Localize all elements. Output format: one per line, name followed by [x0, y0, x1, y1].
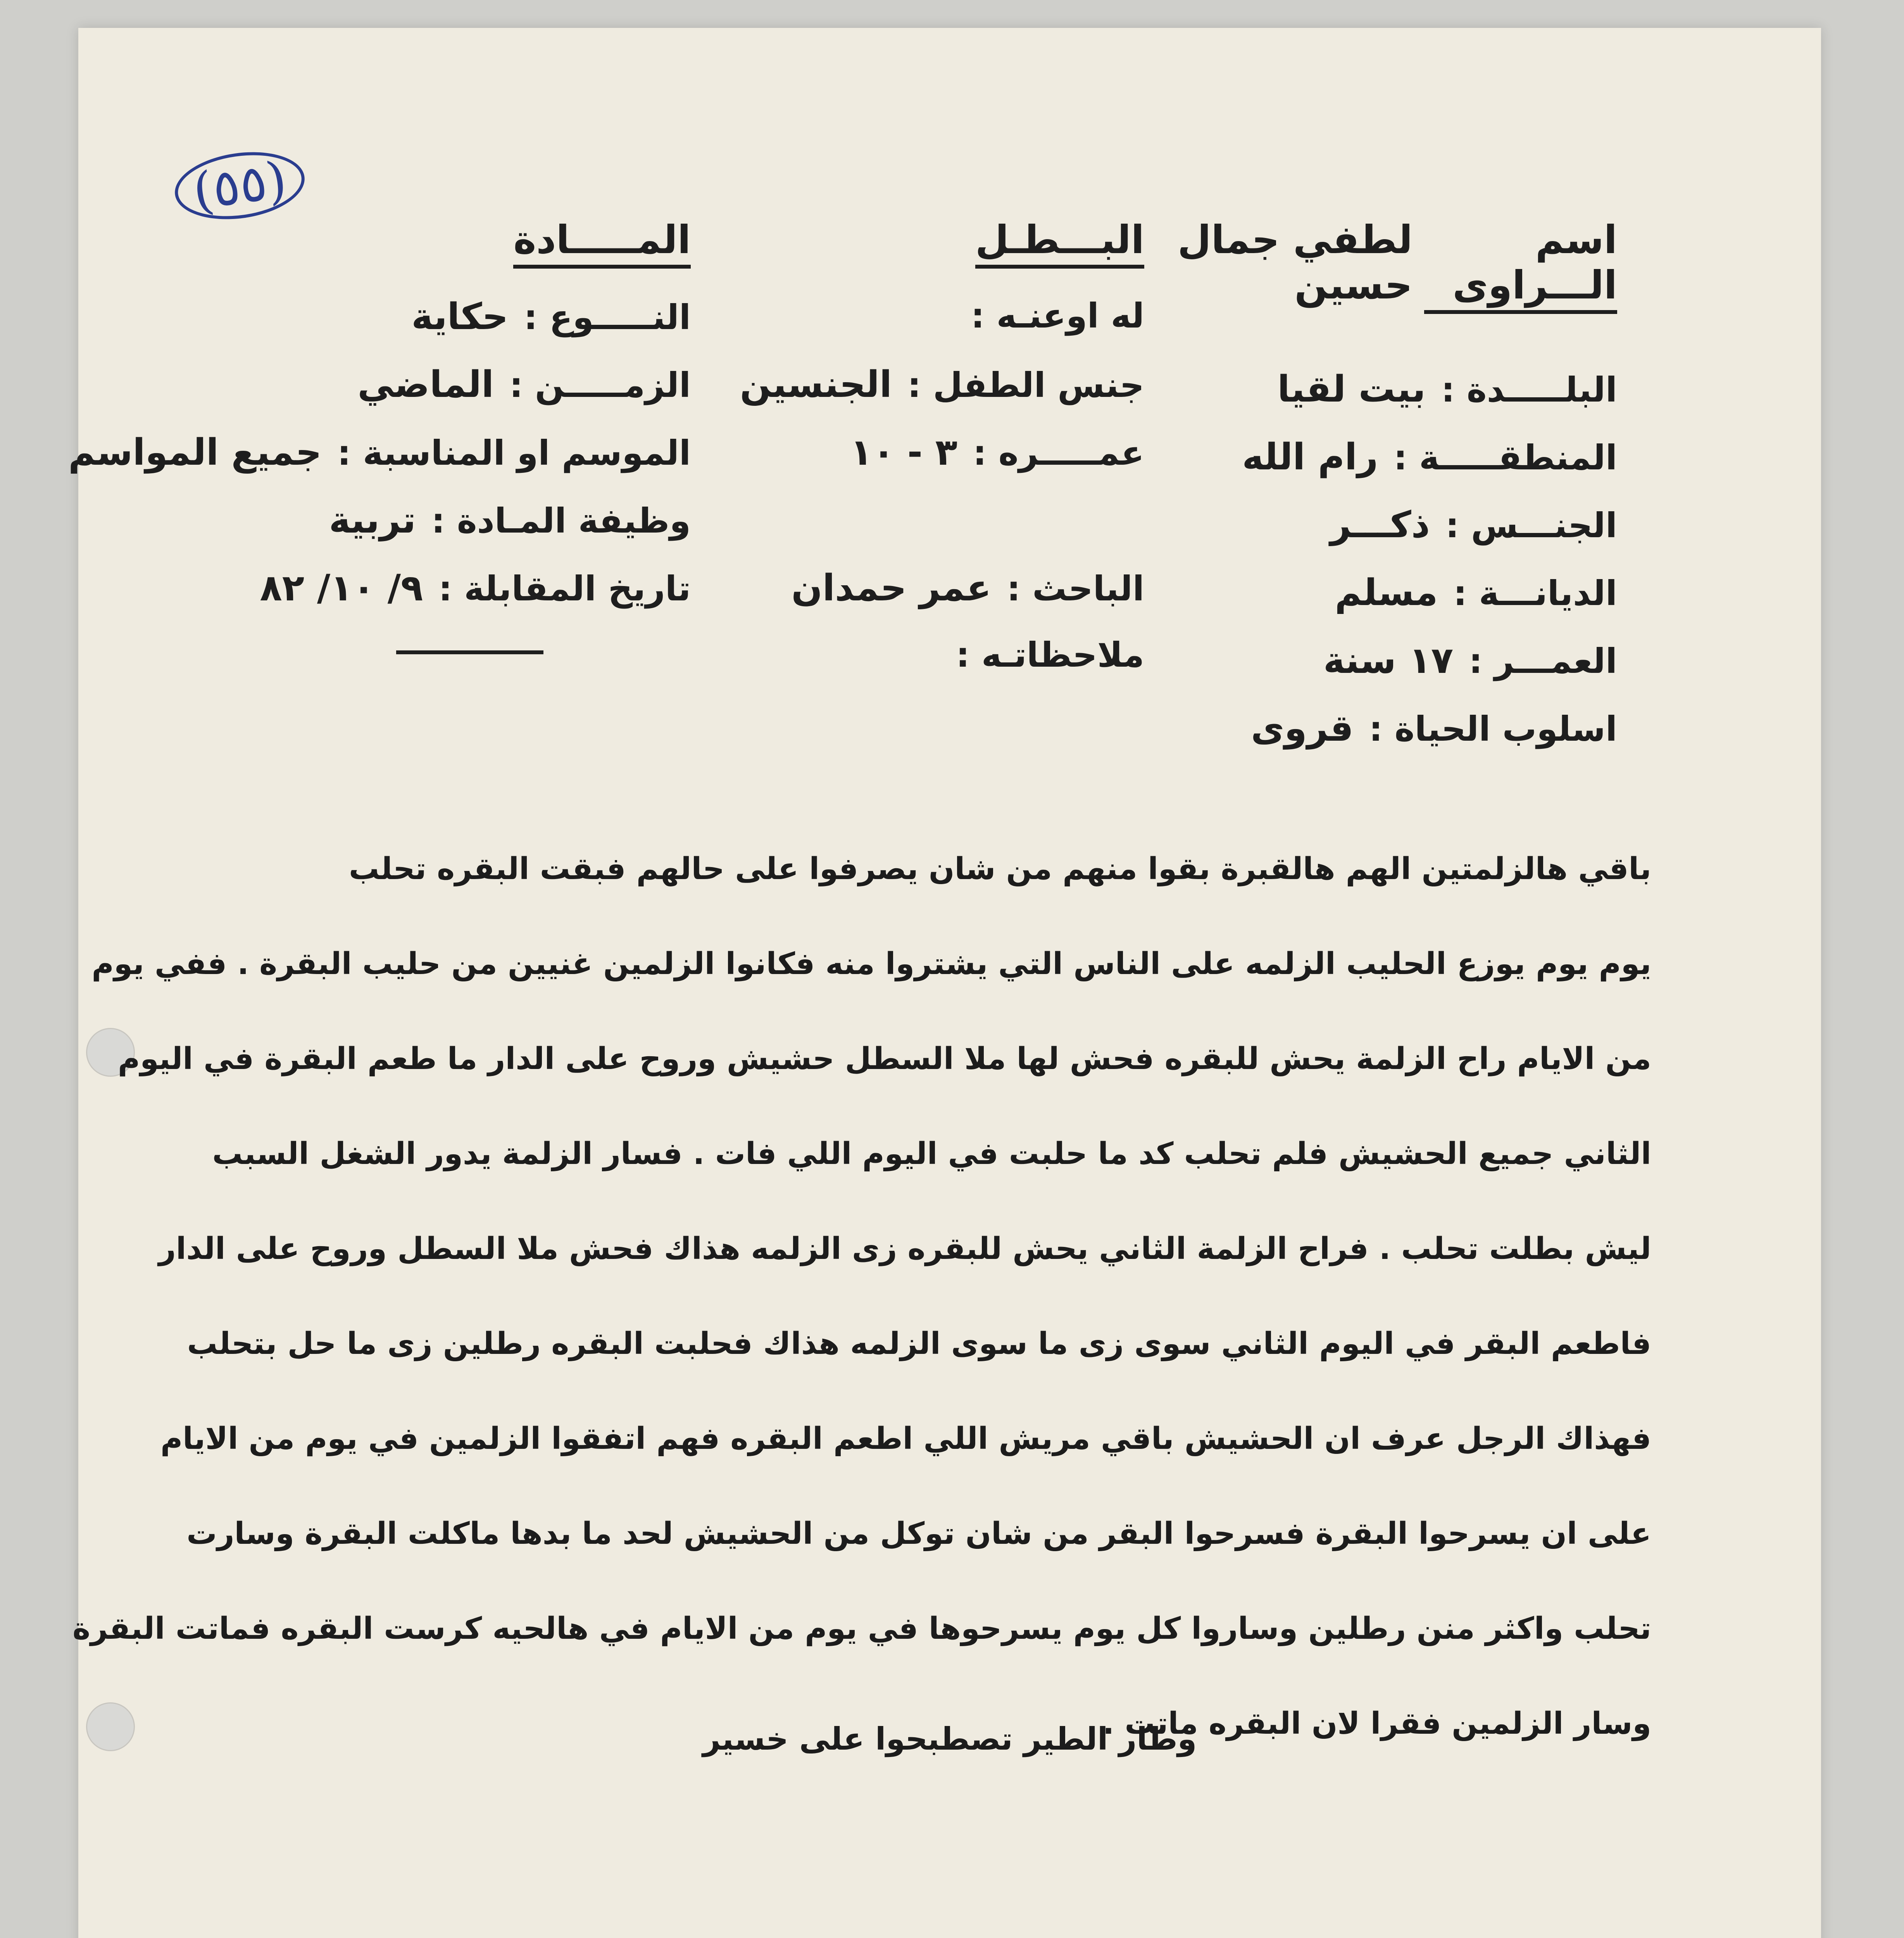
material-field: الموسم او المناسبة : جميع المواسم [68, 431, 691, 474]
material-section [68, 217, 691, 654]
narrator-field: البلـــــدة : بيت لقيا [1277, 368, 1617, 410]
narrator-field: المنطقـــــة : رام الله [1242, 436, 1617, 478]
hero-section [740, 217, 1144, 703]
story-line: الثاني جميع الحشيش فلم تحلب كد ما حلبت في اليوم اللي فات . فسار الزلمة يدور الشغل السبب [212, 1136, 1651, 1171]
story-line: ليش بطلت تحلب . فراح الزلمة الثاني يحش للبقره زى الزلمه هذاك فحش ملا السطل وروح على الدار [158, 1231, 1651, 1266]
story-line: من الايام راح الزلمة يحش للبقره فحش لها ملا السطل حشيش وروح على الدار ما طعم البقرة في اليوم [118, 1041, 1651, 1076]
narrator-field: اسلوب الحياة : قروى [1251, 707, 1617, 750]
narrator-name-value: لطفي جمال حسين [1177, 217, 1413, 308]
narrator-field: العمـــر : ١٧ سنة [1323, 640, 1617, 682]
hero-field: جنس الطفل : الجنسين [740, 364, 1144, 406]
narrator-name-label: اسم الـــراوى [1424, 217, 1617, 314]
divider-line [396, 650, 543, 654]
page-number: (٥٥) [171, 144, 309, 227]
narrator-field: الديانـــة : مسلم [1335, 572, 1617, 614]
story-line: فهذاك الرجل عرف ان الحشيش باقي مريش اللي اطعم البقره فهم اتفقوا الزلمين في يوم من الايام [160, 1421, 1651, 1456]
material-field: النـــــوع : حكاية [411, 296, 691, 338]
closing-line: وطار الطير تصطبحوا على خسير [702, 1721, 1197, 1757]
narrator-section [1140, 217, 1617, 775]
material-field: الزمـــــن : الماضي [357, 364, 691, 406]
story-line: وسار الزلمين فقرا لان البقره ماتت . [1102, 1706, 1651, 1741]
story-line: تحلب واكثر منن رطلين وساروا كل يوم يسرحوها في يوم من الايام في هالحيه كرست البقره فماتت البقرة [72, 1611, 1651, 1646]
story-line: على ان يسرحوا البقرة فسرحوا البقر من شان توكل من الحشيش لحد ما بدها ماكلت البقرة وسارت [186, 1516, 1651, 1551]
hero-field: ملاحظاتـه : [956, 635, 1144, 675]
narrator-field: الجنـــس : ذكـــر [1330, 504, 1617, 546]
material-heading: المـــــادة [513, 217, 691, 269]
story-body [72, 822, 1651, 1771]
story-line: باقي هالزلمتين الهم هالقبرة بقوا منهم من شان يصرفوا على حالهم فبقت البقره تحلب [349, 852, 1651, 886]
hero-field: له اوعنـه : [971, 296, 1144, 336]
story-line: فاطعم البقر في اليوم الثاني سوى زى ما سوى الزلمه هذاك فحلبت البقره رطلين زى ما حل بتحلب [187, 1326, 1651, 1361]
hero-heading: البـــطـل [975, 217, 1144, 269]
hero-field-blank [757, 499, 1144, 567]
hero-field: الباحث : عمر حمدان [791, 567, 1144, 609]
material-field: وظيفة المـادة : تربية [329, 499, 691, 541]
punch-hole-bottom [86, 1702, 135, 1751]
hero-field: عمـــــره : ٣ - ١٠ [850, 431, 1144, 474]
material-field: تاريخ المقابلة : ٩/ ١٠/ ٨٢ [260, 567, 691, 609]
story-line: يوم يوم يوزع الحليب الزلمه على الناس التي يشتروا منه فكانوا الزلمين غنيين من حليب البقرة . ففي يوم [91, 947, 1651, 981]
